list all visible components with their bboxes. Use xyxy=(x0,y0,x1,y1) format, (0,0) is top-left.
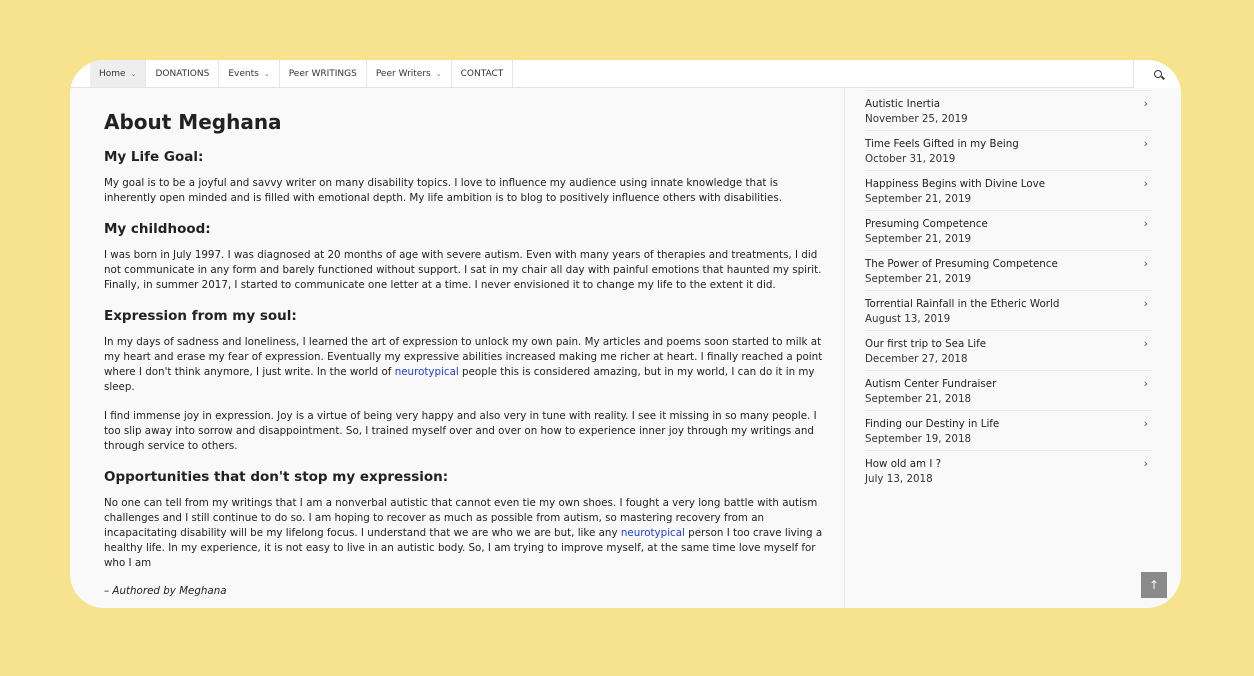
post-date: October 31, 2019 xyxy=(865,153,956,165)
text-segment: people this is considered amazing, but in my world, I can do it in my sleep. xyxy=(104,366,815,393)
chevron-right-icon: › xyxy=(1143,377,1148,390)
nav-peer-writings[interactable] xyxy=(280,60,367,87)
arrow-up-icon: ↑ xyxy=(1148,578,1160,592)
paragraph-expression-1 xyxy=(104,335,824,395)
chevron-down-icon: ⌄ xyxy=(130,69,137,78)
post-date: July 13, 2018 xyxy=(865,473,933,485)
post-title: Time Feels Gifted in my Being xyxy=(865,138,1019,150)
post-date: November 25, 2019 xyxy=(865,113,968,125)
list-item[interactable] xyxy=(865,371,1152,411)
nav-events-label: Events xyxy=(228,68,259,79)
nav-home[interactable] xyxy=(90,60,146,87)
post-title: How old am I ? xyxy=(865,458,942,470)
recent-posts-sidebar xyxy=(865,90,1152,490)
search-icon xyxy=(1154,70,1162,78)
post-title: Autism Center Fundraiser xyxy=(865,378,997,390)
neurotypical-link-2[interactable]: neurotypical xyxy=(620,527,685,539)
chevron-right-icon: › xyxy=(1143,257,1148,270)
post-date: December 27, 2018 xyxy=(865,353,968,365)
chevron-right-icon: › xyxy=(1143,177,1148,190)
section-heading-opportunities: Opportunities that don't stop my expression: xyxy=(104,469,449,485)
post-title: Finding our Destiny in Life xyxy=(865,418,1000,430)
nav-peer-writings-label: Peer WRITINGS xyxy=(288,68,357,79)
chevron-right-icon: › xyxy=(1143,217,1148,230)
back-to-top-button[interactable] xyxy=(1141,572,1167,598)
list-item[interactable] xyxy=(865,451,1152,490)
chevron-right-icon: › xyxy=(1143,457,1148,470)
post-title: Happiness Begins with Divine Love xyxy=(865,178,1046,190)
section-heading-expression: Expression from my soul: xyxy=(104,308,297,324)
nav-donations-label: DONATIONS xyxy=(155,68,210,79)
nav-home-label: Home xyxy=(99,68,126,79)
chevron-down-icon: ⌄ xyxy=(435,69,442,78)
paragraph-childhood: I was born in July 1997. I was diagnosed at 20 months of age with severe autism. Even with many years of therapies and treatments, I did not communicate in any form and barely functioned without support. I sat in my chair all day with painful emotions that haunted my spirit. Finally, in summer 2017, I started to communicate one letter at a time. I never envisioned it to change my life to the extent it did. xyxy=(104,249,822,291)
post-title: Torrential Rainfall in the Etheric World xyxy=(865,298,1060,310)
section-heading-childhood: My childhood: xyxy=(104,221,211,237)
chevron-right-icon: › xyxy=(1143,417,1148,430)
sidebar-divider xyxy=(844,88,845,608)
post-title: The Power of Presuming Competence xyxy=(865,258,1058,270)
list-item[interactable] xyxy=(865,411,1152,451)
post-title: Autistic Inertia xyxy=(865,98,941,110)
browser-frame xyxy=(70,60,1181,608)
paragraph-opportunities xyxy=(104,496,824,571)
post-date: September 21, 2019 xyxy=(865,273,972,285)
nav-events[interactable] xyxy=(219,60,279,87)
list-item[interactable] xyxy=(865,291,1152,331)
nav-contact[interactable] xyxy=(452,60,514,87)
main-nav xyxy=(70,60,1181,88)
chevron-down-icon: ⌄ xyxy=(263,69,270,78)
chevron-right-icon: › xyxy=(1143,97,1148,110)
nav-peer-writers-label: Peer Writers xyxy=(375,68,431,79)
paragraph-life-goal: My goal is to be a joyful and savvy writer on many disability topics. I love to influence my audience using innate knowledge that is inherently open minded and is filled with emotional depth. My life ambition is to blog to positively influence others with disabilities. xyxy=(104,177,782,204)
paragraph-expression-2: I find immense joy in expression. Joy is a virtue of being very happy and also very in tune with reality. I see it missing in so many people. I too slip away into sorrow and disappointment. So, I trained myself over and over on how to experience inner joy through my writings and through service to others. xyxy=(104,410,817,452)
post-title: Our first trip to Sea Life xyxy=(865,338,987,350)
search-button[interactable] xyxy=(1133,60,1181,88)
text-segment: person I too crave living a healthy life. In my experience, it is not easy to live in an autistic body. So, I am trying to improve myself, at the same time love myself for who I am xyxy=(104,527,823,569)
post-date: August 13, 2019 xyxy=(865,313,951,325)
list-item[interactable] xyxy=(865,251,1152,291)
post-date: September 21, 2019 xyxy=(865,193,972,205)
nav-contact-label: CONTACT xyxy=(460,68,504,79)
page-title: About Meghana xyxy=(104,110,282,134)
nav-peer-writers[interactable] xyxy=(367,60,452,87)
chevron-right-icon: › xyxy=(1143,297,1148,310)
post-date: September 21, 2019 xyxy=(865,233,972,245)
list-item[interactable] xyxy=(865,131,1152,171)
post-date: September 19, 2018 xyxy=(865,433,972,445)
text-segment: No one can tell from my writings that I am a nonverbal autistic that cannot even tie my own shoes. I fought a very long battle with autism challenges and I still continue to do so. I am hoping to recover as much as possible from autism, so mastering recovery from an incapacitating disability will be my lifelong focus. I understand that we are who we are but, like any xyxy=(104,497,818,539)
post-date: September 21, 2018 xyxy=(865,393,972,405)
list-item[interactable] xyxy=(865,91,1152,131)
text-segment: In my days of sadness and loneliness, I learned the art of expression to unlock my own pain. My articles and poems soon started to milk at my heart and erase my fear of expression. Eventually my expressive abilities increased making me richer at heart. I finally reached a point where I don't think anymore, I just write. In the world of xyxy=(104,336,823,378)
chevron-right-icon: › xyxy=(1143,337,1148,350)
author-line: – Authored by Meghana xyxy=(104,585,227,597)
list-item[interactable] xyxy=(865,171,1152,211)
article xyxy=(104,108,824,597)
neurotypical-link[interactable]: neurotypical xyxy=(394,366,459,378)
post-title: Presuming Competence xyxy=(865,218,988,230)
section-heading-life-goal: My Life Goal: xyxy=(104,149,204,165)
nav-donations[interactable] xyxy=(146,60,219,87)
chevron-right-icon: › xyxy=(1143,137,1148,150)
list-item[interactable] xyxy=(865,211,1152,251)
list-item[interactable] xyxy=(865,331,1152,371)
